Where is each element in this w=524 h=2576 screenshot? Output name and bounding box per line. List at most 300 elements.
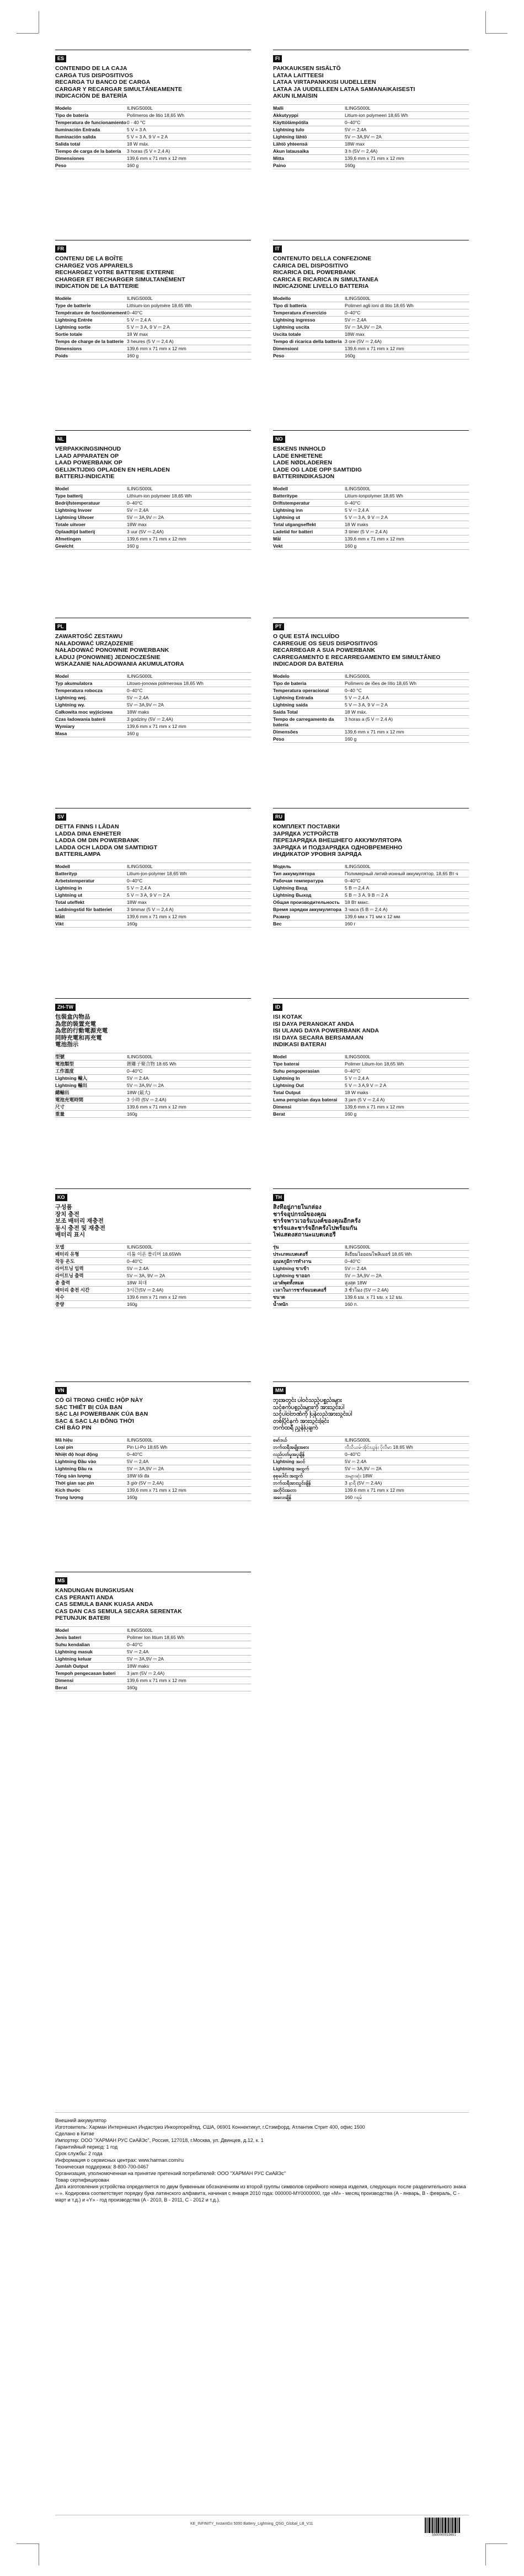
spec-table — [55, 672, 251, 737]
section-title — [55, 1587, 251, 1622]
spec-row — [55, 535, 251, 543]
spec-value: 18 Вт макс. — [345, 899, 370, 905]
title-line: INDICADOR DA BATERIA — [273, 661, 344, 667]
spec-value: 5 V = 3 A — [127, 126, 146, 132]
spec-row — [273, 507, 469, 514]
title-line: 배터리 표시 — [55, 1231, 85, 1238]
title-line: CHỈ BÁO PIN — [55, 1424, 92, 1431]
spec-key: Lama pengisian daya baterai — [273, 1096, 338, 1102]
section-header — [273, 618, 469, 668]
title-line: КОМПЛЕКТ ПОСТАВКИ — [273, 823, 340, 830]
spec-row — [55, 1494, 251, 1501]
spec-key: Batterityp — [55, 870, 77, 876]
title-line: ISI KOTAK — [273, 1014, 303, 1020]
title-line: DETTA FINNS I LÅDAN — [55, 823, 119, 830]
title-line: LATAA LAITTEESI — [273, 72, 324, 79]
spec-row — [55, 892, 251, 899]
barcode-bar — [432, 2518, 433, 2533]
spec-key: 작동 온도 — [55, 1258, 75, 1264]
spec-row — [55, 672, 251, 680]
spec-value: ILINGS000L — [127, 673, 153, 679]
spec-row — [55, 877, 251, 885]
language-section — [55, 1188, 251, 1308]
spec-value: Litium-ion polymeeri 18,65 Wh — [345, 112, 408, 118]
spec-key: 라이트닝 입력 — [55, 1265, 84, 1271]
spec-row — [55, 1663, 251, 1670]
barcode-bar — [455, 2518, 456, 2533]
crop-mark — [17, 33, 39, 34]
spec-row — [55, 119, 251, 126]
spec-key: Lightning wy. — [55, 701, 85, 708]
spec-row — [55, 104, 251, 112]
spec-key: ဘက်ထရီအမျိုးအစား — [273, 1444, 309, 1450]
spec-value: Litowo-jonowa polimerowa 18,65 Wh — [127, 680, 204, 686]
language-code: FR — [55, 245, 66, 253]
spec-row — [55, 1641, 251, 1648]
spec-row — [55, 1626, 251, 1634]
spec-key: Temperatura robocza — [55, 687, 103, 693]
spec-row — [55, 148, 251, 155]
spec-key: Wymiary — [55, 723, 75, 729]
title-line: ชาร์จพาวเวอร์แบงค์ของคุณอีกครั้ง — [273, 1218, 361, 1224]
spec-value: 5 V ⎓ 2,4 A — [345, 507, 369, 513]
title-line: KANDUNGAN BUNGKUSAN — [55, 1587, 133, 1594]
spec-key: Ladetid for batteri — [273, 528, 313, 534]
language-section — [273, 618, 469, 743]
spec-row — [273, 543, 469, 550]
spec-row — [55, 521, 251, 528]
language-code: IT — [273, 245, 282, 253]
language-code: MM — [273, 1387, 286, 1394]
title-line: NAŁADOWAĆ PONOWNIE POWERBANK — [55, 647, 169, 654]
spec-row — [55, 1096, 251, 1104]
spec-value: ILINGS000L — [345, 673, 371, 679]
spec-value: 5V ⎓ 2,4A — [127, 694, 149, 700]
spec-value: Polimer Litium-Ion 18,65 Wh — [345, 1061, 404, 1067]
spec-value: 160g — [127, 1111, 137, 1117]
spec-key: ဘက်ထရီအားသွင်းချိန် — [273, 1480, 311, 1486]
barcode-bar — [429, 2518, 430, 2533]
spec-row — [273, 133, 469, 141]
spec-value: 0 - 40 °C — [127, 119, 146, 125]
section-header — [55, 240, 251, 290]
spec-key: Mål — [273, 535, 281, 542]
spec-key: Lightning ingresso — [273, 317, 316, 323]
spec-key: Lightning wej. — [55, 694, 87, 700]
title-line: RECHARGEZ VOTRE BATTERIE EXTERNE — [55, 269, 174, 276]
spec-value: 160 g — [127, 730, 139, 736]
spec-row — [273, 899, 469, 906]
spec-key: Lightning Đầu ra — [55, 1465, 93, 1471]
spec-key: Модель — [273, 863, 291, 869]
title-line: ဘူးအတွင်း ပါဝင်သည့်ပစ္စည်းများ — [273, 1397, 342, 1404]
spec-row — [55, 345, 251, 352]
section-header — [273, 1188, 469, 1239]
spec-value: ILINGS000L — [345, 863, 371, 869]
spec-row — [273, 324, 469, 331]
spec-value: ILINGS000L — [345, 295, 371, 301]
spec-key: Malli — [273, 105, 284, 111]
spec-table — [273, 1243, 469, 1308]
spec-row — [55, 1634, 251, 1641]
section-title — [55, 446, 251, 480]
spec-value: 160 г — [345, 920, 356, 926]
spec-value: 0–40°C — [345, 1068, 361, 1074]
spec-row — [273, 913, 469, 920]
spec-key: Lightning uscita — [273, 324, 309, 330]
spec-key: Iluminación salida — [55, 133, 96, 140]
spec-value: 0–40°C — [345, 1258, 361, 1264]
spec-row — [273, 317, 469, 324]
spec-row — [273, 1082, 469, 1089]
spec-key: Suhu kendalian — [55, 1641, 90, 1647]
spec-key: 라이트닝 출력 — [55, 1272, 84, 1278]
title-line: ISI ULANG DAYA POWERBANK ANDA — [273, 1027, 379, 1034]
spec-key: Tipo de batería — [55, 112, 89, 118]
language-section — [273, 430, 469, 550]
spec-row — [55, 1301, 251, 1308]
spec-value: 5V ⎓ 3A,9V ⎓ 2A — [345, 324, 382, 330]
spec-row — [55, 1480, 251, 1487]
title-line: ISI DAYA PERANGKAT ANDA — [273, 1020, 354, 1027]
section-title — [273, 255, 469, 290]
spec-row — [55, 528, 251, 535]
language-section — [55, 1381, 251, 1501]
language-section — [273, 1188, 469, 1308]
spec-row — [55, 500, 251, 507]
legal-line: Сделано в Китае — [55, 2131, 94, 2136]
spec-key: Modell — [55, 863, 70, 869]
spec-key: Время зарядки аккумулятора — [273, 906, 341, 912]
spec-key: Lightning Đầu vào — [55, 1458, 97, 1464]
spec-row — [273, 1258, 469, 1265]
barcode-bar — [425, 2518, 426, 2533]
title-line: ИНДИКАТОР УРОВНЯ ЗАРЯДА — [273, 851, 362, 858]
spec-key: Trọng lượng — [55, 1494, 83, 1500]
spec-key: မော်ဒယ် — [273, 1437, 287, 1443]
spec-row — [273, 126, 469, 133]
language-row — [55, 998, 469, 1118]
title-line: ESKENS INNHOLD — [273, 446, 326, 452]
spec-key: Рабочая температура — [273, 877, 324, 883]
spec-value: 5V ⎓ 2.4A — [345, 1265, 367, 1271]
spec-value: ILINGS000L — [127, 1627, 153, 1633]
spec-key: Berat — [55, 1684, 67, 1690]
spec-row — [273, 112, 469, 119]
spec-table — [273, 1436, 469, 1501]
barcode-bar — [452, 2518, 453, 2533]
language-code: VN — [55, 1387, 67, 1394]
spec-value: 139.6 mm x 71 mm x 12 mm — [127, 1294, 186, 1300]
barcode-bar — [426, 2518, 427, 2533]
title-line: SẠC & SẠC LẠI ĐỒNG THỜI — [55, 1417, 135, 1424]
spec-key: Model — [55, 485, 69, 491]
spec-value: 139,6 мм x 71 мм x 12 мм — [345, 913, 400, 919]
spec-value: 3 horas a (5 V ⎓ 2,4 A) — [345, 716, 393, 722]
title-line: CÓ GÌ TRONG CHIẾC HỘP NÀY — [55, 1397, 143, 1404]
section-header — [55, 998, 251, 1048]
section-header — [273, 808, 469, 858]
spec-key: Thời gian sạc pin — [55, 1480, 94, 1486]
crop-mark — [485, 2543, 507, 2544]
spec-row — [273, 680, 469, 687]
spec-value: 160 g — [345, 1111, 357, 1117]
spec-value: 139,6 mm x 71 mm x 12 mm — [345, 535, 404, 542]
title-line: 보조 배터리 재충전 — [55, 1218, 104, 1224]
title-line: SẠC THIẾT BỊ CỦA BẠN — [55, 1404, 122, 1411]
section-title — [55, 1397, 251, 1432]
spec-key: 總輸出 — [55, 1089, 69, 1095]
spec-row — [55, 1444, 251, 1451]
spec-value: 139,6 mm x 71 mm x 12 mm — [345, 1104, 404, 1110]
section-header — [273, 50, 469, 100]
spec-value: 3 h (5V ⎓ 2,4A) — [345, 148, 378, 154]
barcode-bar — [427, 2518, 428, 2533]
spec-row — [273, 521, 469, 528]
spec-key: Jenis bateri — [55, 1634, 82, 1640]
spec-row — [55, 1436, 251, 1444]
spec-value: 139,6 mm x 71 mm x 12 mm — [345, 729, 404, 735]
spec-key: Berat — [273, 1111, 285, 1117]
spec-row — [273, 119, 469, 126]
spec-value: 5V ⎓ 2,4A — [345, 317, 367, 323]
spec-key: Modelo — [55, 105, 72, 111]
barcode-bar — [443, 2518, 444, 2533]
spec-row — [55, 1465, 251, 1472]
legal-line: Изготовитель: Харман Интернешнл Индастриз Инкорпорейтед, США, 06901 Коннектикут, г.Стэмфорд, Атлантик Стрит 400, офис 1500 — [55, 2124, 365, 2130]
section-title — [273, 65, 469, 100]
spec-row — [273, 716, 469, 729]
spec-row — [273, 1096, 469, 1104]
spec-value: 5V ⎓ 2.4A — [345, 1458, 367, 1464]
legal-line: Товар сертифицирован — [55, 2177, 109, 2183]
spec-row — [55, 885, 251, 892]
spec-key: Saída Total — [273, 709, 298, 715]
spec-value: 139,6 mm x 71 mm x 12 mm — [127, 1677, 186, 1683]
spec-value: 3 ore (5V ⎓ 2,4A) — [345, 338, 382, 344]
spec-key: Driftstemperatur — [273, 500, 310, 506]
title-line: ЗАРЯДКА УСТРОЙСТВ — [273, 830, 339, 837]
crop-mark — [485, 33, 507, 34]
spec-row — [273, 906, 469, 913]
title-line: LAAD APPARATEN OP — [55, 452, 119, 459]
legal-info-ru — [55, 2112, 469, 2203]
section-header — [273, 1381, 469, 1432]
spec-key: Total utgangseffekt — [273, 521, 316, 527]
title-line: ПЕРЕЗАРЯДКА ВНЕШНЕГО АККУМУЛЯТОРА — [273, 837, 402, 844]
spec-row — [55, 492, 251, 500]
language-row — [55, 1572, 469, 1691]
spec-value: 5V ⎓ 3A,9V ⎓ 2A — [127, 701, 164, 708]
spec-row — [55, 155, 251, 162]
spec-row — [273, 500, 469, 507]
spec-value: 0–40°C — [127, 309, 143, 315]
title-line: LADDA DINA ENHETER — [55, 830, 121, 837]
spec-row — [273, 729, 469, 736]
crop-mark — [485, 2543, 486, 2566]
spec-value: 3 jam (5V ⎓ 2,4A) — [127, 1670, 165, 1676]
title-line: O QUE ESTÁ INCLUÍDO — [273, 633, 340, 640]
title-line: BATTERILAMPA — [55, 851, 101, 858]
spec-value: 139,6 mm x 71 mm x 12 mm — [127, 1487, 186, 1493]
title-line: CHARGER ET RECHARGER SIMULTANÉMENT — [55, 276, 185, 283]
spec-key: Modello — [273, 295, 291, 301]
spec-key: Lightning sortie — [55, 324, 91, 330]
title-line: RICARICA DEL POWERBANK — [273, 269, 356, 276]
spec-key: Temperatura d'esercizio — [273, 309, 327, 315]
spec-row — [273, 1458, 469, 1465]
spec-value: 18 W max — [127, 331, 148, 337]
title-line: LADDA OM DIN POWERBANK — [55, 837, 140, 844]
spec-value: 0–40°C — [127, 1068, 143, 1074]
spec-key: Paino — [273, 162, 286, 168]
spec-table — [55, 294, 251, 360]
spec-key: Lightning Вход — [273, 885, 308, 891]
spec-row — [273, 892, 469, 899]
spec-value: 5V ⎓ 2,4A — [127, 1648, 149, 1654]
spec-row — [55, 1684, 251, 1691]
section-header — [55, 50, 251, 100]
spec-key: Mått — [55, 913, 65, 919]
crop-mark — [485, 11, 486, 33]
section-header — [55, 808, 251, 858]
spec-value: 5V ⎓ 2.4A — [127, 1265, 149, 1271]
language-code: SV — [55, 813, 66, 821]
spec-value: ILINGS000L — [345, 1437, 371, 1443]
barcode-bar — [445, 2518, 446, 2533]
spec-row — [273, 1436, 469, 1444]
title-line: LADE ENHETENE — [273, 452, 323, 459]
spec-value: 5 V ⎓ 3 A,9 V ⎓ 2 A — [345, 1082, 387, 1088]
spec-value: 160 ก. — [345, 1301, 359, 1307]
section-title — [55, 823, 251, 858]
language-code: ES — [55, 55, 66, 62]
title-line: PAKKAUKSEN SISÄLTÖ — [273, 65, 341, 72]
spec-key: Type batterij — [55, 492, 83, 499]
spec-value: 160g — [127, 920, 137, 926]
spec-value: 160g — [345, 352, 355, 358]
barcode-icon — [425, 2518, 463, 2533]
spec-key: 중량 — [55, 1301, 65, 1307]
spec-key: Lightning ut — [55, 892, 83, 898]
section-header — [273, 998, 469, 1048]
spec-value: 18W max — [127, 899, 147, 905]
spec-key: Type de batterie — [55, 302, 91, 308]
title-line: NAŁADOWAĆ URZĄDZENIE — [55, 640, 133, 647]
spec-key: Tipo di batteria — [273, 302, 307, 308]
title-line: CARREGAMENTO E RECARREGAMENTO EM SIMULTÂNEO — [273, 654, 441, 661]
spec-row — [273, 1451, 469, 1458]
barcode-bar — [453, 2518, 454, 2533]
spec-value: 18W 최대 — [127, 1279, 147, 1286]
title-line: ŁADUJ (PONOWNIE) JEDNOCZEŚNIE — [55, 654, 161, 661]
spec-key: Batteritype — [273, 492, 298, 499]
spec-key: Totale uitvoer — [55, 521, 86, 527]
spec-value: 18W max — [345, 331, 365, 337]
spec-value: 160g — [127, 1494, 137, 1500]
title-line: 包裝盒內物品 — [55, 1014, 90, 1020]
section-title — [55, 1014, 251, 1048]
spec-value: 0–40°C — [127, 1258, 143, 1264]
spec-table — [273, 104, 469, 169]
language-section — [55, 50, 251, 169]
spec-key: Total Output — [273, 1089, 301, 1095]
spec-key: Käyttölämpötila — [273, 119, 308, 125]
spec-key: Akun latausaika — [273, 148, 309, 154]
spec-value: 5V ⎓ 2,4A — [127, 507, 149, 513]
spec-value: 139.6 mm x 71 mm x 12 mm — [127, 1104, 186, 1110]
language-section — [55, 1572, 251, 1691]
spec-row — [273, 104, 469, 112]
language-row — [55, 430, 469, 550]
spec-value: 160 g — [127, 352, 139, 358]
section-title — [273, 1204, 469, 1239]
spec-row — [55, 1451, 251, 1458]
language-row — [55, 50, 469, 169]
spec-value: 3시간(5V ⎓ 2.4A) — [127, 1287, 164, 1293]
spec-row — [273, 345, 469, 352]
spec-key: Lightning Uitvoer — [55, 514, 94, 520]
spec-value: 리튬 이온 폴리머 18.65Wh — [127, 1251, 181, 1257]
spec-row — [55, 863, 251, 870]
language-section — [273, 998, 469, 1118]
spec-key: Tiempo de carga de la batería — [55, 148, 121, 154]
spec-row — [273, 1287, 469, 1294]
spec-table — [55, 863, 251, 928]
spec-row — [273, 485, 469, 492]
spec-row — [55, 294, 251, 302]
spec-key: Température de fonctionnement — [55, 309, 127, 315]
spec-value: 139.6 mm x 71 mm x 12 mm — [345, 1487, 404, 1493]
spec-value: 3 heures (5 V ⎓ 2,4 A) — [127, 338, 174, 344]
spec-value: Polímeros de litio 18,65 Wh — [127, 112, 184, 118]
language-section — [55, 240, 251, 360]
spec-row — [273, 672, 469, 680]
spec-key: Lightning အထွက် — [273, 1465, 309, 1471]
spec-key: Arbetstemperatur — [55, 877, 95, 883]
section-title — [55, 65, 251, 100]
spec-key: Czas ładowania baterii — [55, 716, 106, 722]
spec-row — [55, 1053, 251, 1061]
spec-key: Dimensioni — [273, 345, 298, 351]
spec-row — [55, 1294, 251, 1301]
section-title — [273, 446, 469, 480]
spec-key: Modell — [273, 485, 288, 491]
spec-key: Lightning Entrada — [273, 694, 313, 700]
spec-key: Peso — [273, 352, 285, 358]
spec-value: 0–40°C — [127, 1451, 143, 1457]
spec-key: Lightning အဝင် — [273, 1458, 306, 1464]
spec-value: ILINGS000L — [127, 1244, 153, 1250]
spec-row — [55, 1272, 251, 1279]
spec-key: Размер — [273, 913, 290, 919]
title-line: CONTENUTO DELLA CONFEZIONE — [273, 255, 372, 262]
spec-row — [55, 680, 251, 687]
spec-key: လည်ပတ်မှုအပူချိန် — [273, 1451, 305, 1457]
spec-key: 치수 — [55, 1294, 65, 1300]
spec-key: Общая производительность — [273, 899, 340, 905]
spec-value: 5V ⎓ 3A,9V ⎓ 2A — [345, 1465, 382, 1471]
spec-key: Lightning masuk — [55, 1648, 93, 1654]
spec-value: 5 V ⎓ 3 A, 9 V ⎓ 2 A — [345, 701, 388, 708]
spec-row — [55, 1258, 251, 1265]
spec-key: Lightning in — [55, 885, 82, 891]
spec-key: Lähtö yhteensä — [273, 141, 308, 147]
spec-key: Laddningstid för batteriet — [55, 906, 112, 912]
spec-key: Lightning inn — [273, 507, 303, 513]
spec-row — [273, 148, 469, 155]
barcode-bar — [436, 2518, 437, 2533]
